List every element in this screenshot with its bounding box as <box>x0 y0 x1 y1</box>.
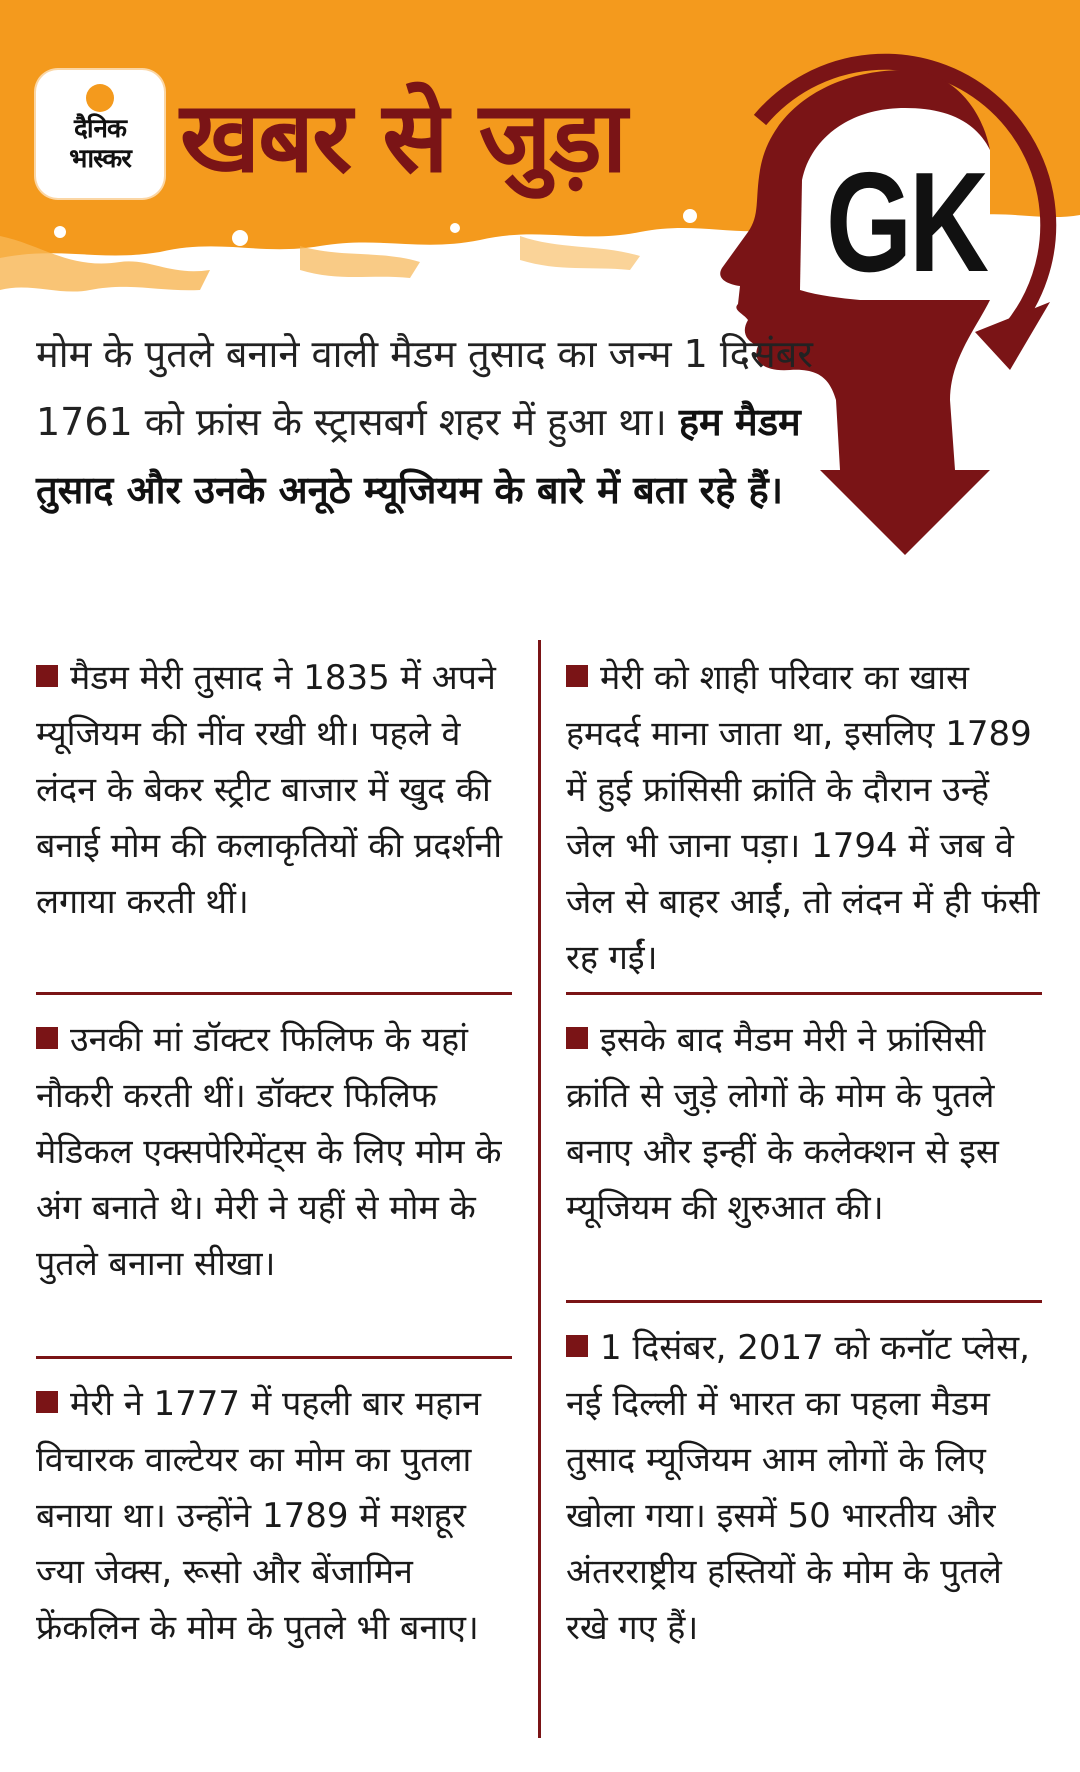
fact-item <box>566 650 1042 986</box>
page-title: खबर से जुड़ा <box>180 81 626 195</box>
fact-item <box>566 1012 1042 1236</box>
bullet-square-icon <box>36 1391 58 1413</box>
fact-item <box>36 650 512 930</box>
intro-bold-text: हम मैडम तुसाद और उनके अनूठे म्यूजियम के बारे में बता रहे हैं। <box>36 400 801 512</box>
column-divider <box>538 640 541 1738</box>
fact-separator <box>36 992 512 995</box>
intro-paragraph <box>36 320 826 524</box>
fact-separator <box>566 1300 1042 1303</box>
fact-item <box>566 1320 1042 1656</box>
intro-text: मोम के पुतले बनाने वाली मैडम तुसाद का जन्म 1 दिसंबर 1761 को फ्रांस के स्ट्रासबर्ग शहर में हुआ था। <box>36 332 813 444</box>
fact-item <box>36 1376 512 1656</box>
gk-badge: GK <box>826 143 986 302</box>
bullet-square-icon <box>36 1027 58 1049</box>
bullet-square-icon <box>566 665 588 687</box>
logo-text-line1: दैनिक <box>74 114 126 144</box>
fact-separator <box>566 992 1042 995</box>
fact-text: मैडम मेरी तुसाद ने 1835 में अपने म्यूजियम की नींव रखी थी। पहले वे लंदन के बेकर स्ट्रीट बाजार में खुद की बनाई मोम की कलाकृतियों की प्रदर्शनी लगाया करती थीं। <box>36 658 503 922</box>
bullet-square-icon <box>566 1027 588 1049</box>
fact-text: मेरी को शाही परिवार का खास हमदर्द माना जाता था, इसलिए 1789 में हुई फ्रांसिसी क्रांति के दौरान उन्हें जेल भी जाना पड़ा। 1794 में जब वे जेल से बाहर आईं, तो लंदन में ही फंसी रह गईं। <box>566 658 1040 978</box>
fact-separator <box>36 1356 512 1359</box>
fact-text: मेरी ने 1777 में पहली बार महान विचारक वाल्टेयर का मोम का पुतला बनाया था। उन्होंने 1789 में मशहूर ज्या जेक्स, रूसो और बेंजामिन फ्रेंकलिन के मोम के पुतले भी बनाए। <box>36 1384 482 1648</box>
fact-text: उनकी मां डॉक्टर फिलिफ के यहां नौकरी करती थीं। डॉक्टर फिलिफ मेडिकल एक्सपेरिमेंट्स के लिए मोम के अंग बनाते थे। मेरी ने यहीं से मोम के पुतले बनाना सीखा। <box>36 1020 502 1284</box>
logo-text-line2: भास्कर <box>69 144 131 174</box>
bullet-square-icon <box>566 1335 588 1357</box>
bullet-square-icon <box>36 665 58 687</box>
fact-item <box>36 1012 512 1292</box>
fact-text: इसके बाद मैडम मेरी ने फ्रांसिसी क्रांति से जुड़े लोगों के मोम के पुतले बनाए और इन्हीं के कलेक्शन से इस म्यूजियम की शुरुआत की। <box>566 1020 999 1228</box>
fact-text: 1 दिसंबर, 2017 को कनॉट प्लेस, नई दिल्ली में भारत का पहला मैडम तुसाद म्यूजियम आम लोगों के लिए खोला गया। इसमें 50 भारतीय और अंतरराष्ट्रीय हस्तियों के मोम के पुतले रखे गए हैं। <box>566 1328 1030 1648</box>
